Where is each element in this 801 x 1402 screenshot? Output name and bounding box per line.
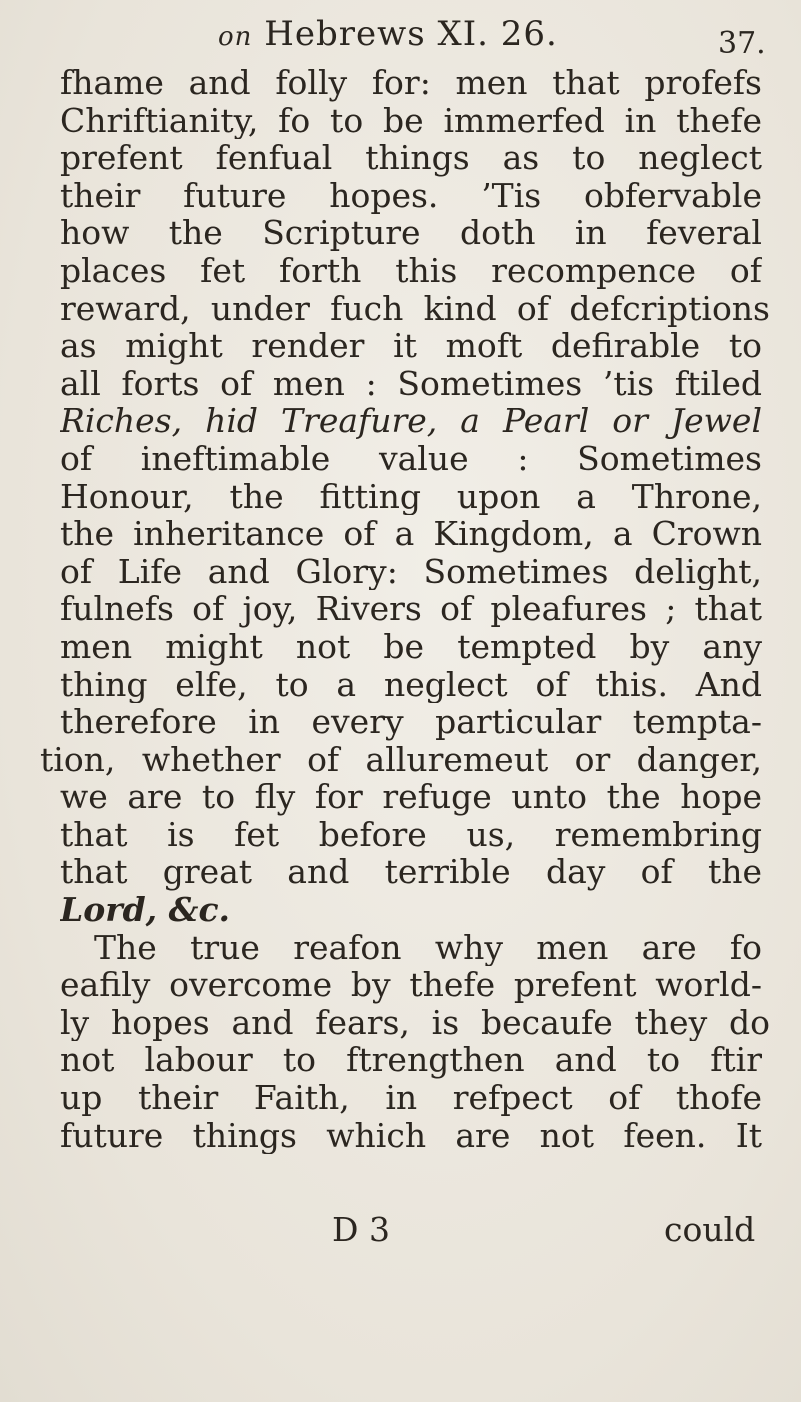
text-line: all forts of men : Sometimes ’tis ftiled: [60, 364, 762, 403]
text-line: up their Faith, in refpect of thofe: [60, 1079, 762, 1117]
running-head-text: Hebrews XI. 26.: [264, 14, 558, 54]
catchword: could: [664, 1210, 756, 1249]
text-line: that great and terrible day of the: [60, 853, 762, 892]
body-text: [40, 64, 770, 1155]
text-line: not labour to ftrengthen and to ftir: [60, 1041, 762, 1080]
text-line: of Life and Glory: Sometimes delight,: [60, 552, 762, 591]
running-head-title: [218, 14, 558, 54]
text-line: reward, under fuch kind of defcriptions: [60, 289, 770, 328]
text-line: places fet forth this recompence of: [60, 251, 762, 290]
text-line: fhame and folly for: men that profefs: [60, 64, 762, 102]
text-line: therefore in every particular tempta-: [60, 703, 762, 741]
text-line: fulnefs of joy, Rivers of pleafures ; that: [60, 590, 762, 628]
text-line: that is fet before us, remembring: [60, 815, 762, 854]
text-line: Riches, hid Treafure, a Pearl or Jewel: [60, 402, 762, 440]
signature-mark: D 3: [332, 1210, 390, 1249]
text-line: future things which are not feen. It: [60, 1116, 762, 1155]
text-line: we are to fly for refuge unto the hope: [60, 778, 762, 816]
page-footer: [0, 1210, 801, 1250]
text-line: The true reafon why men are fo: [94, 928, 762, 967]
text-line: tion, whether of alluremeut or danger,: [40, 740, 762, 779]
text-line: their future hopes. ’Tis obfervable: [60, 176, 762, 215]
page-number: 37.: [718, 26, 766, 61]
text-line: Lord, &c.: [60, 891, 231, 929]
text-line: men might not be tempted by any: [60, 627, 762, 666]
text-line: as might render it moft defirable to: [60, 327, 762, 365]
text-line: ly hopes and fears, is becaufe they do: [60, 1003, 770, 1042]
running-head-prefix: on: [218, 22, 253, 52]
text-line: Chriftianity, fo to be immerfed in thefe: [60, 101, 762, 140]
text-line: prefent fenfual things as to neglect: [60, 139, 762, 177]
text-line: eafily overcome by thefe prefent world-: [60, 966, 762, 1004]
text-line: the inheritance of a Kingdom, a Crown: [60, 515, 762, 553]
text-line: how the Scripture doth in feveral: [60, 214, 762, 252]
text-line: of ineftimable value : Sometimes: [60, 439, 762, 478]
text-line: Honour, the fitting upon a Throne,: [60, 477, 762, 516]
text-line: thing elfe, to a neglect of this. And: [60, 665, 762, 704]
running-head: [0, 14, 801, 61]
